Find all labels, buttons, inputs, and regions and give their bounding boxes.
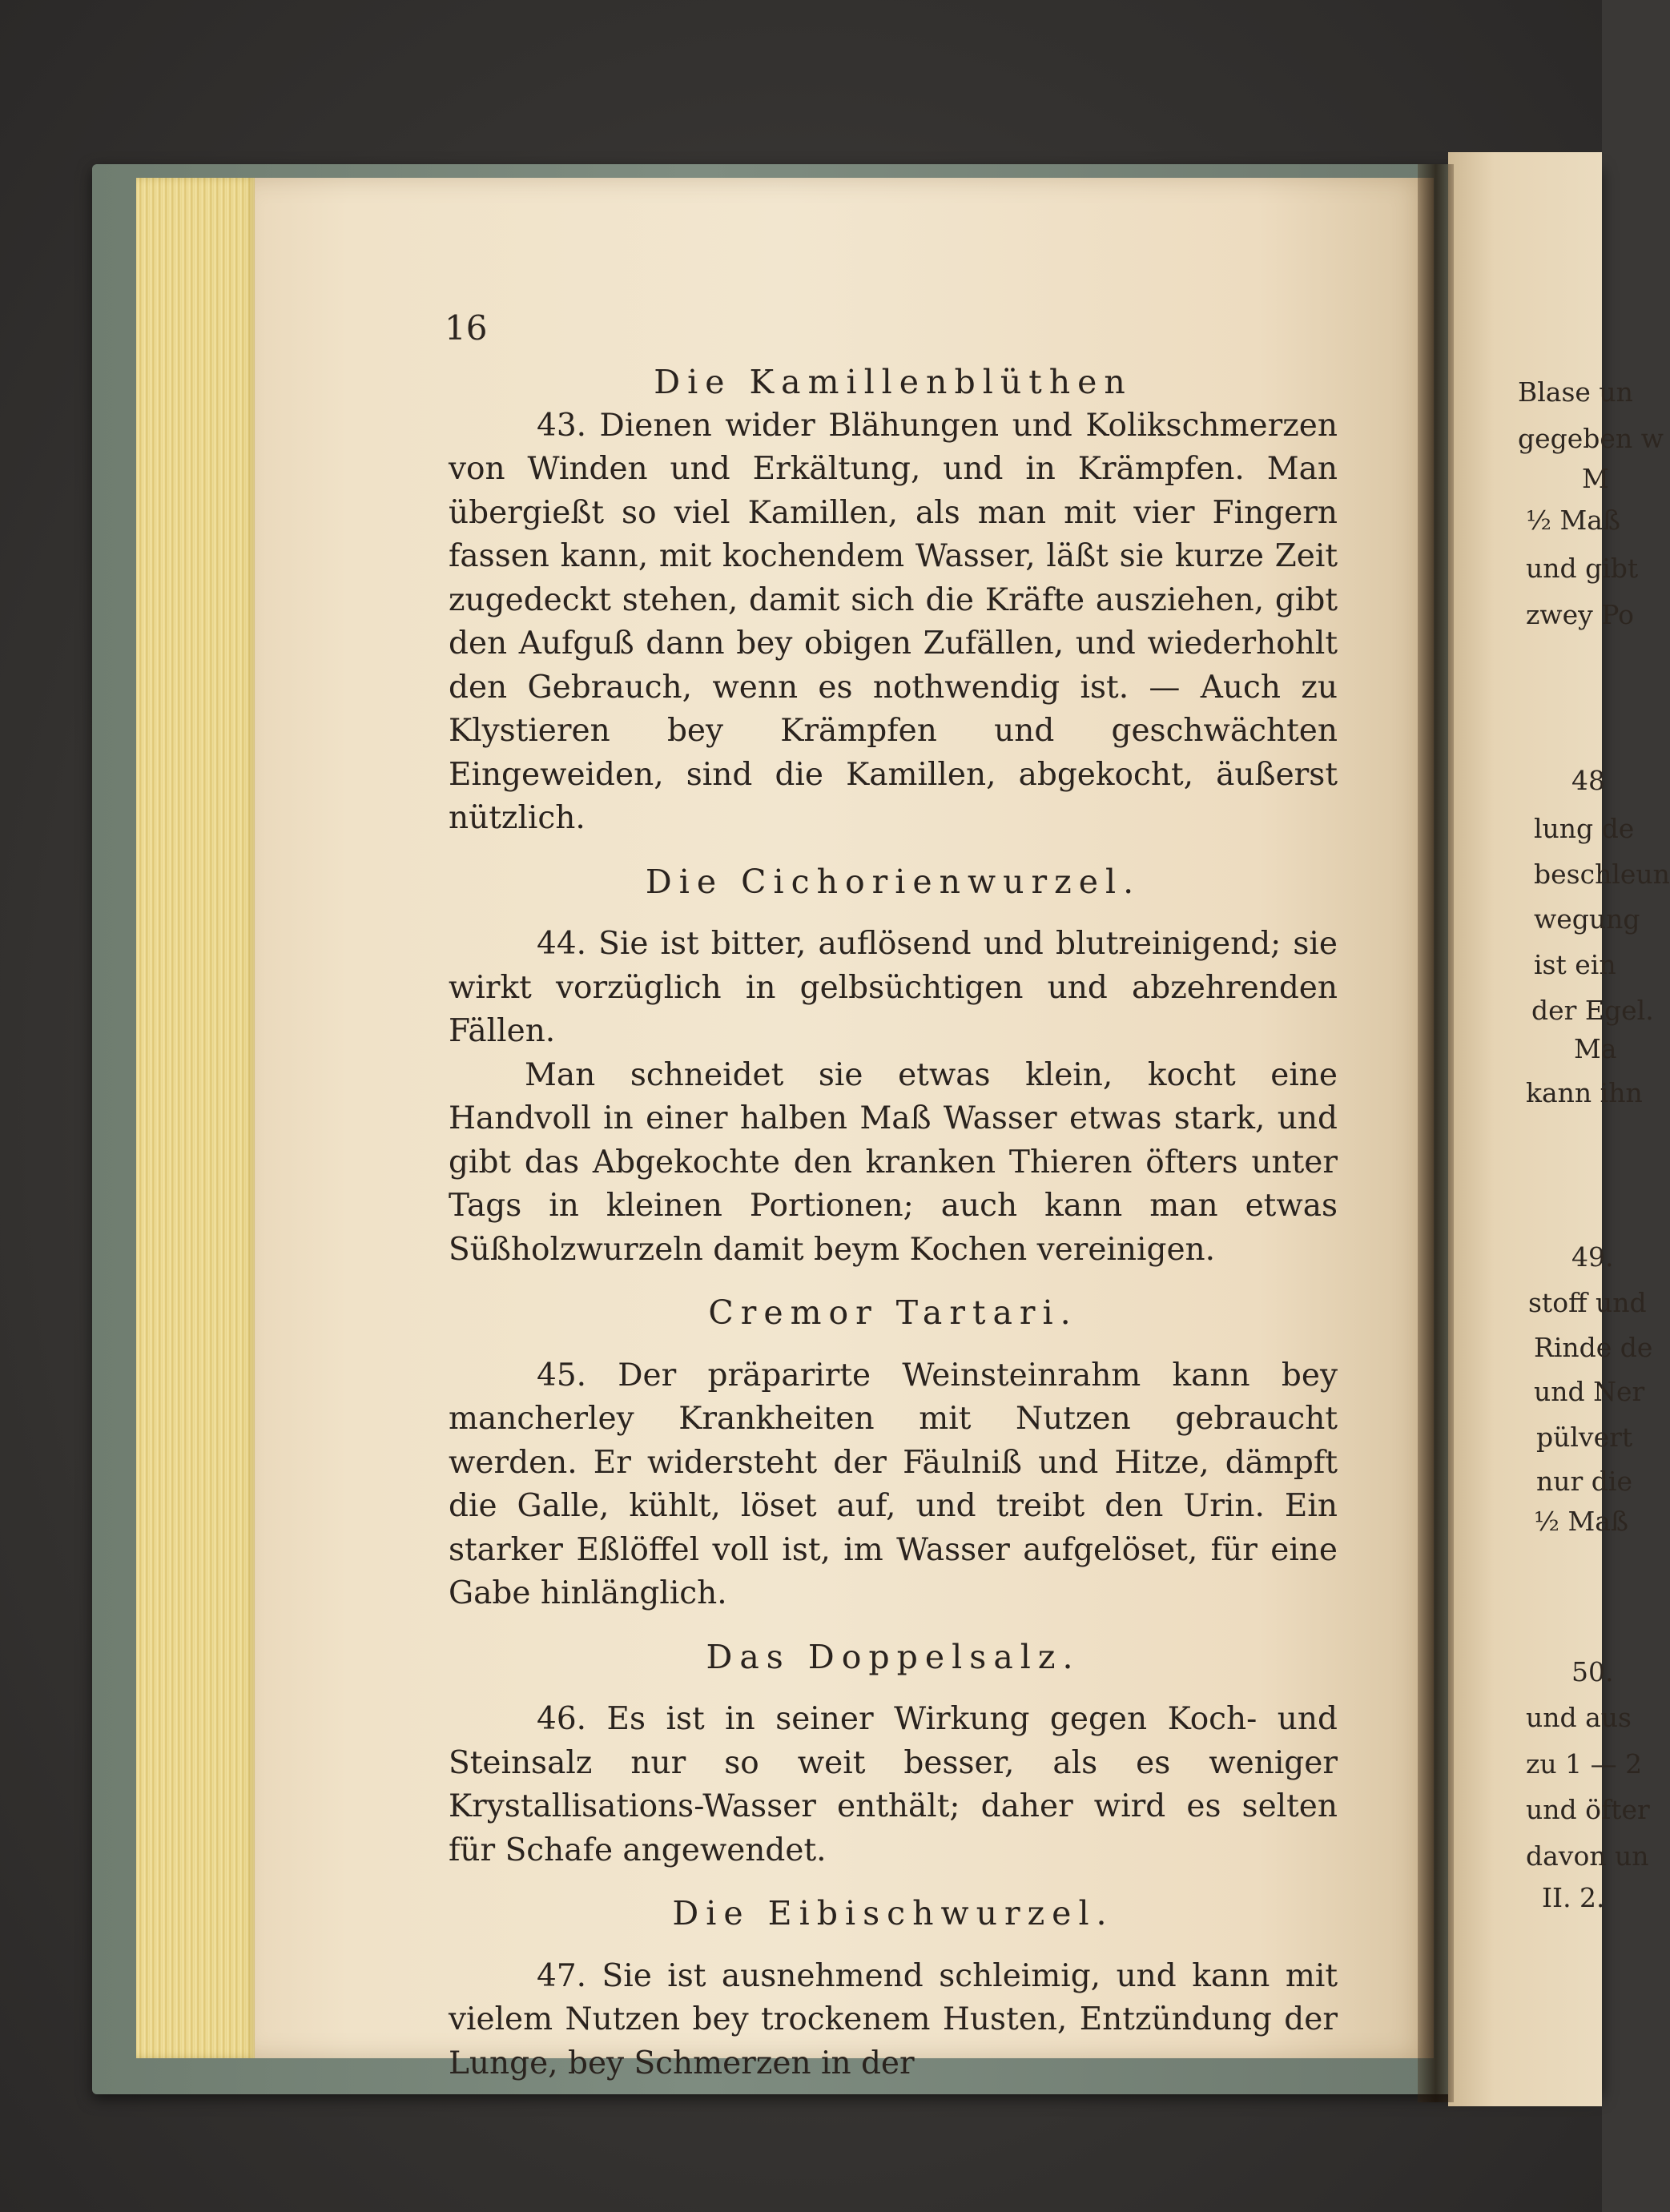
right-page-fragment: zwey Po: [1526, 599, 1635, 630]
right-page-fragment: 49.: [1571, 1241, 1614, 1273]
section-heading: Die Cichorienwurzel.: [645, 862, 1141, 901]
right-page-fragment: und öfter: [1526, 1794, 1650, 1825]
right-page-fragment: Ma: [1574, 1033, 1617, 1064]
right-page-fragment: 50.: [1571, 1656, 1614, 1687]
section-heading: Die Kamillenblüthen: [654, 363, 1133, 401]
paragraph: 43. Dienen wider Blähungen und Kolikschmerzen von Winden und Erkältung, und in Krämpfen. Man übergießt so viel Kamillen, als man mit vier Fingern fassen kann, mit kochendem Wasser, läßt sie kurze Zeit zugedeckt stehen, damit sich die Kräfte ausziehen, gibt den Aufguß dann bey obigen Zufällen, und wiederhohlt den Gebrauch, wenn es nothwendig ist. — Auch zu Klystieren bey Krämpfen und geschwächten Eingeweiden, sind die Kamillen, abgekocht, äußerst nützlich.: [449, 407, 1338, 836]
right-page-fragment: gegeben w: [1518, 423, 1664, 454]
book-gutter: [1418, 164, 1454, 2102]
right-page-fragment: der Egel.: [1531, 995, 1654, 1026]
paragraph: Man schneidet sie etwas klein, kocht eine Handvoll in einer halben Maß Wasser etwas stark, und gibt das Abgekochte den kranken Thieren öfters unter Tags in kleinen Portionen; auch kann man etwas Süßholzwurzeln damit beym Kochen vereinigen.: [449, 1056, 1338, 1268]
right-page-fragment: M: [1582, 463, 1609, 494]
right-page-fragment: und aus: [1526, 1702, 1632, 1733]
right-page-fragment: wegung: [1534, 903, 1640, 935]
right-page-fragment: ½ Maß: [1526, 505, 1620, 536]
section-heading: Das Doppelsalz.: [706, 1637, 1080, 1676]
right-page-fragment: II. 2.: [1542, 1882, 1605, 1913]
paragraph: 44. Sie ist bitter, auflösend und blutreinigend; sie wirkt vorzüglich in gelbsüchtigen und abzehrenden Fällen.: [449, 926, 1338, 1049]
right-page-fragment: ist ein: [1534, 949, 1616, 980]
right-page-fragment: und gibt: [1526, 553, 1639, 584]
right-page-fragment: Blase un: [1518, 376, 1633, 408]
right-page-fragment: pülvert: [1536, 1422, 1633, 1453]
right-page-fragment: beschleun: [1534, 859, 1670, 890]
paragraph: 46. Es ist in seiner Wirkung gegen Koch- und Steinsalz nur so weit besser, als es weniger Krystallisations-Wasser enthält; daher wird es selten für Schafe angewendet.: [449, 1701, 1338, 1868]
right-page-fragment: ½ Maß: [1534, 1506, 1628, 1537]
page-edges: [136, 178, 256, 2058]
section-heading: Die Eibischwurzel.: [672, 1894, 1114, 1932]
right-page-fragment: Rinde de: [1534, 1332, 1653, 1363]
right-page-fragment: lung de: [1534, 813, 1635, 844]
page-text: [449, 360, 1338, 2085]
right-page-fragment: und Ner: [1534, 1376, 1645, 1407]
right-page-fragment: nur die: [1536, 1466, 1632, 1497]
right-page-fragment: kann ihn: [1526, 1077, 1643, 1108]
paragraph: 45. Der präparirte Weinsteinrahm kann bey mancherley Krankheiten mit Nutzen gebraucht werden. Er widersteht der Fäulniß und Hitze, dämpft die Galle, kühlt, löset auf, und treibt den Urin. Ein starker Eßlöffel voll ist, im Wasser aufgelöset, für eine Gabe hinlänglich.: [449, 1357, 1338, 1611]
right-page-fragment: zu 1 — 2: [1526, 1748, 1643, 1780]
page-number: 16: [445, 308, 488, 348]
paragraph: 47. Sie ist ausnehmend schleimig, und kann mit vielem Nutzen bey trockenem Husten, Entzündung der Lunge, bey Schmerzen in der: [449, 1957, 1338, 2081]
right-page-fragment: stoff und: [1528, 1287, 1647, 1318]
section-heading: Cremor Tartari.: [708, 1293, 1078, 1332]
right-page-fragment: davon un: [1526, 1840, 1649, 1872]
right-page-fragment: 48: [1571, 765, 1605, 796]
